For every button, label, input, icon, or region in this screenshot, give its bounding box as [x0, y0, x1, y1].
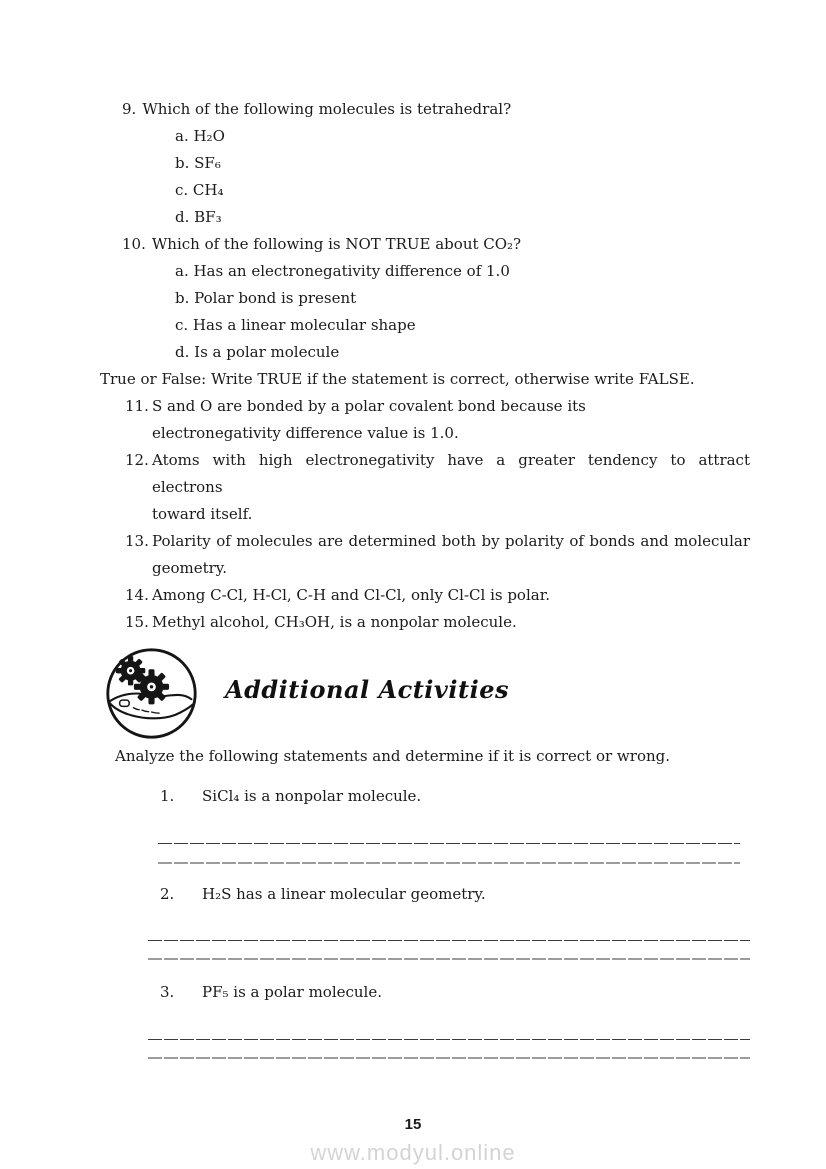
- tf-number: 14.: [125, 586, 149, 604]
- activities-instruction: Analyze the following statements and determine if it is correct or wrong.: [115, 747, 671, 765]
- gear-icon: [116, 656, 145, 685]
- tf-line: Methyl alcohol, CH₃OH, is a nonpolar molecule.: [152, 613, 517, 631]
- option-a: a. Has an electronegativity difference of 1.0: [175, 262, 510, 280]
- option-b: b. Polar bond is present: [175, 289, 357, 307]
- tf-number: 13.: [125, 532, 149, 550]
- option-d: d. BF₃: [175, 208, 222, 226]
- tf-number: 12.: [125, 451, 149, 469]
- answer-line: [148, 923, 750, 941]
- tf-line: Polarity of molecules are determined both by polarity of bonds and molecular: [152, 532, 750, 550]
- question-9: [100, 96, 750, 231]
- option-a: a. H₂O: [175, 127, 225, 145]
- tf-statement-12: [125, 447, 750, 528]
- tf-line: Atoms with high electronegativity have a greater tendency to attract electrons: [152, 451, 750, 496]
- true-false-section: [100, 366, 750, 636]
- answer-line: [148, 942, 750, 960]
- option-d: d. Is a polar molecule: [175, 343, 340, 361]
- option-c: c. CH₄: [175, 181, 224, 199]
- additional-activities-section: [100, 646, 750, 1059]
- tf-statement-13: [125, 528, 750, 582]
- answer-line: [158, 846, 740, 864]
- page-number: 15: [404, 1116, 422, 1133]
- question-10: [100, 231, 750, 366]
- true-false-instruction: True or False: Write TRUE if the statement is correct, otherwise write FALSE.: [100, 370, 695, 388]
- option-c: c. Has a linear molecular shape: [175, 316, 416, 334]
- tf-line: Among C-Cl, H-Cl, C-H and Cl-Cl, only Cl-Cl is polar.: [152, 586, 550, 604]
- answer-line: [158, 826, 740, 844]
- tf-statement-15: [125, 609, 750, 636]
- statement-number: 1.: [160, 787, 175, 805]
- gear-icon: [134, 669, 169, 704]
- option-b: b. SF₆: [175, 154, 221, 172]
- statement-text: SiCl₄ is a nonpolar molecule.: [202, 787, 422, 805]
- tf-line: electronegativity difference value is 1.0.: [152, 424, 459, 442]
- tf-number: 11.: [125, 397, 149, 415]
- question-number: 9.: [122, 100, 137, 118]
- page-footer: [0, 1115, 826, 1165]
- statement-number: 2.: [160, 885, 175, 903]
- tf-line: geometry.: [152, 559, 228, 577]
- question-text: Which of the following molecules is tetrahedral?: [142, 100, 512, 118]
- question-text: Which of the following is NOT TRUE about CO₂?: [151, 235, 522, 253]
- statement-number: 3.: [160, 983, 175, 1001]
- hand-holding-gears-icon: [104, 646, 199, 741]
- tf-line: toward itself.: [152, 505, 253, 523]
- tf-line: S and O are bonded by a polar covalent bond because its: [152, 397, 586, 415]
- question-line: [122, 231, 750, 258]
- additional-activities-header: [104, 646, 750, 741]
- answer-line: [148, 1041, 750, 1059]
- activity-statement-1: [160, 783, 750, 810]
- section-title: Additional Activities: [225, 675, 509, 704]
- activity-statement-3: [160, 979, 750, 1006]
- multiple-choice-section: [100, 96, 750, 366]
- question-line: [122, 96, 750, 123]
- question-number: 10.: [122, 235, 146, 253]
- hand-holding-gears-icon: [104, 646, 199, 741]
- statement-text: H₂S has a linear molecular geometry.: [202, 885, 486, 903]
- answer-line: [148, 1022, 750, 1040]
- watermark: www.modyul.online: [310, 1140, 516, 1165]
- activity-statement-2: [160, 881, 750, 908]
- statement-text: PF₅ is a polar molecule.: [202, 983, 382, 1001]
- tf-statement-14: [125, 582, 750, 609]
- tf-statement-11: [125, 393, 750, 447]
- tf-number: 15.: [125, 613, 149, 631]
